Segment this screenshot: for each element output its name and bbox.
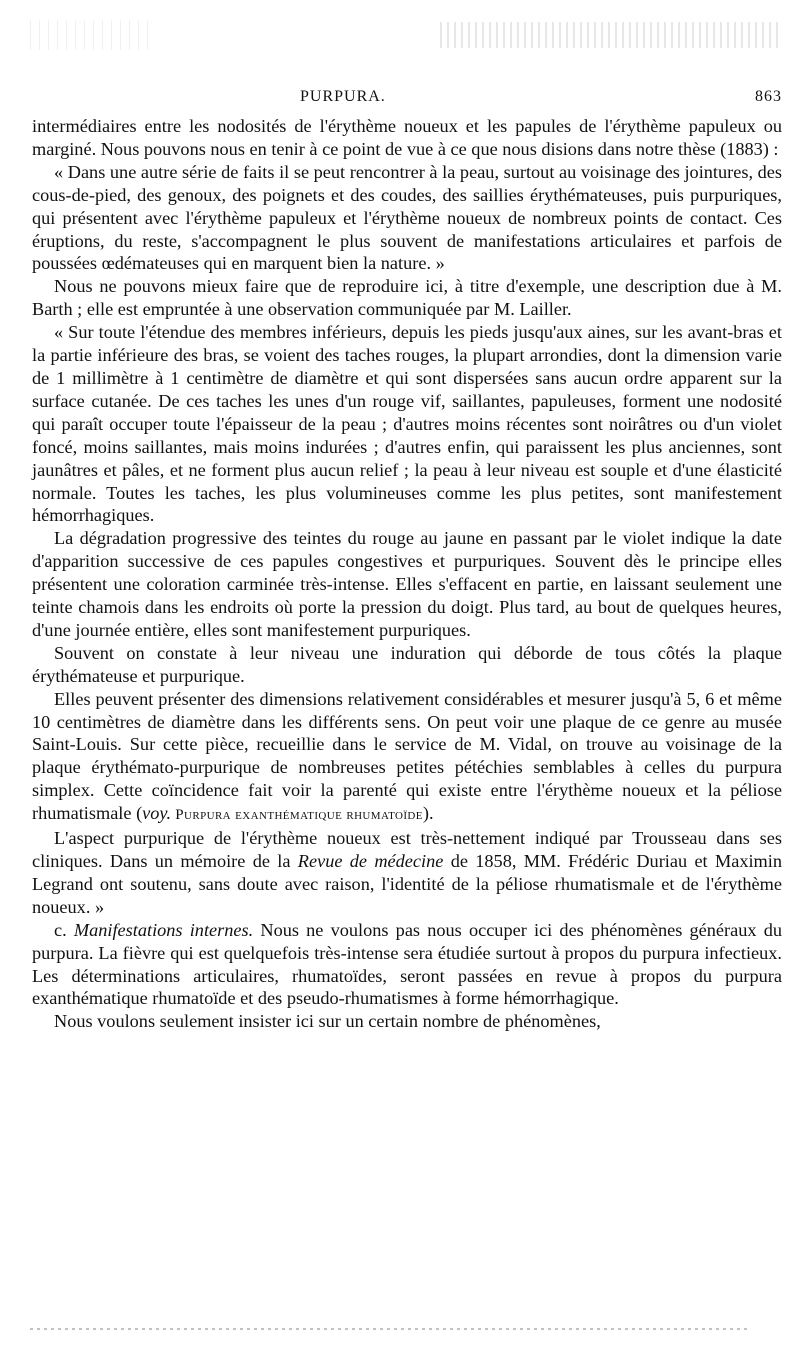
paragraph-6 <box>32 642 782 688</box>
paragraph-8 <box>32 827 782 919</box>
italic-text: voy. <box>142 803 172 824</box>
paragraph-3 <box>32 275 782 321</box>
paragraph-7 <box>32 688 782 827</box>
page-header <box>32 88 782 112</box>
scan-noise-left <box>30 20 150 50</box>
paragraph-text: « Sur toute l'étendue des membres inférieurs, depuis les pieds jusqu'aux aines, sur les avant-bras et la partie inférieure des bras, se voient des taches rouges, la plupart arrondies, dont la dimension varie de 1 millimètre à 1 centimètre de diamètre et qui sont dispersées sans aucun ordre apparent sur la surface cutanée. De ces taches les unes d'un rouge vif, saillantes, papuleuses, forment une nodosité qui paraît occuper toute l'épaisseur de la peau ; d'autres moins récentes sont noirâtres ou d'un violet foncé, moins saillantes, mais moins indurées ; d'autres enfin, qui paraissent les plus anciennes, sont jaunâtres et pâles, et ne forment plus aucun relief ; la peau à leur niveau est souple et d'une élasticité normale. Toutes les taches, les plus volumineuses comme les plus petites, sont manifestement hémorrhagiques. <box>32 322 782 526</box>
paragraph-text: Nous ne pouvons mieux faire que de reproduire ici, à titre d'exemple, une description due à M. Barth ; elle est empruntée à une observation communiquée par M. Lailler. <box>32 276 782 320</box>
scan-noise-top <box>440 22 780 48</box>
paragraph-text: L'aspect purpurique de l'érythème noueux est très-nettement indiqué par Trousseau dans ses cliniques. Dans un mémoire de la <box>32 828 782 871</box>
paragraph-tail: Nous ne voulons pas nous occuper ici des phénomènes généraux du purpura. La fièvre qui est quelquefois très-intense sera étudiée surtout à propos du purpura infectieux. Les déterminations articulaires, rhumatoïdes, seront passées en revue à propos du purpura exanthématique rhumatoïde et des pseudo-rhumatismes à forme hémorrhagique. <box>32 919 782 1009</box>
paragraph-text: intermédiaires entre les nodosités de l'érythème noueux et les papules de l'érythème papuleux ou marginé. Nous pouvons nous en tenir à ce point de vue à ce que nous disions dans notre thèse (1883) : <box>32 116 782 159</box>
paragraph-text: Souvent on constate à leur niveau une induration qui déborde de tous côtés la plaque érythémateuse et purpurique. <box>32 642 782 686</box>
small-caps-reference: Purpura exanthématique rhumatoïde <box>171 807 423 824</box>
running-title: PURPURA. <box>300 88 386 105</box>
paragraph-text: La dégradation progressive des teintes du rouge au jaune en passant par le violet indique la date d'apparition successive de ces papules congestives et purpuriques. Souvent dès le principe elles présentent une coloration carminée très-intense. Elles s'effacent en partie, en laissant seulement une teinte chamois dans les endroits où porte la pression du doigt. Plus tard, au bout de quelques heures, d'une journée entière, elles sont manifestement purpuriques. <box>32 528 782 640</box>
page-body <box>32 115 782 1033</box>
bottom-dotted-rule <box>30 1328 750 1330</box>
paragraph-text: c. <box>54 919 74 940</box>
section-heading-italic: Manifestations internes. <box>73 919 254 940</box>
paragraph-text: « Dans une autre série de faits il se peut rencontrer à la peau, surtout au voisinage des jointures, des cous-de-pied, des genoux, des poignets et des coudes, des saillies érythémateuses, puis purpuriques, qui présentent avec l'érythème papuleux et l'érythème noueux de nombreux points de contact. Ces éruptions, du reste, s'accompagnent le plus souvent de manifestations articulaires et parfois de poussées œdémateuses qui en marquent bien la nature. » <box>32 161 782 274</box>
paragraph-10 <box>32 1010 782 1033</box>
paragraph-text: Nous voulons seulement insister ici sur un certain nombre de phénomènes, <box>54 1011 601 1032</box>
paragraph-tail: de 1858, MM. Frédéric Duriau et Maximin Legrand ont soutenu, sans doute avec raison, l'identité de la péliose rhumatismale et de l'érythème noueux. » <box>32 851 782 917</box>
italic-text: Revue de médecine <box>297 851 444 871</box>
page-number: 863 <box>755 88 782 105</box>
paragraph-5 <box>32 527 782 642</box>
paragraph-9 <box>32 919 782 1011</box>
paragraph-text: Elles peuvent présenter des dimensions relativement considérables et mesurer jusqu'à 5, 6 et même 10 centimètres de diamètre dans les différents sens. On peut voir une plaque de ce genre au musée Saint-Louis. Sur cette pièce, recueillie dans le service de M. Vidal, on trouve au voisinage de la plaque érythémato-purpurique de nombreuses petites pétéchies semblables à celles du purpura simplex. Cette coïncidence fait voir la parenté qui existe entre l'érythème noueux et la péliose rhumatismale ( <box>32 688 782 824</box>
paragraph-4 <box>32 321 782 527</box>
paragraph-tail: ). <box>422 803 434 824</box>
paragraph-1 <box>32 115 782 161</box>
paragraph-2 <box>32 161 782 276</box>
